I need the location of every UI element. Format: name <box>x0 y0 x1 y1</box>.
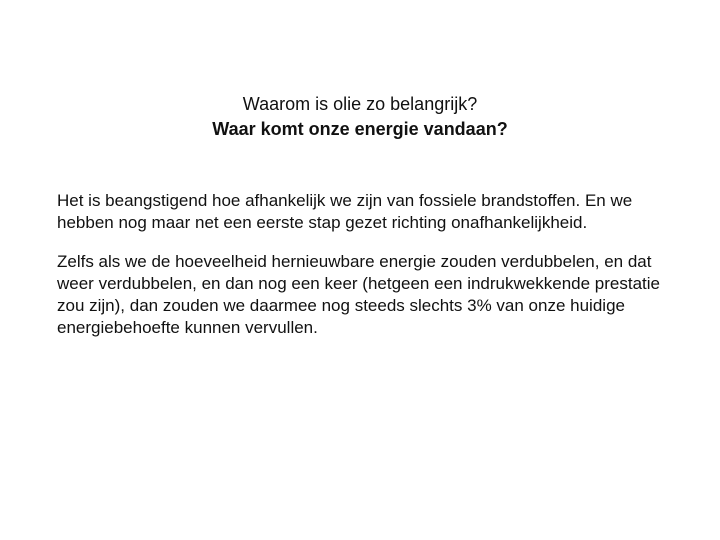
title-question: Waarom is olie zo belangrijk? <box>242 94 478 114</box>
slide-title <box>0 92 720 142</box>
slide-body <box>57 190 677 356</box>
body-paragraph-1: Het is beangstigend hoe afhankelijk we zijn van fossiele brandstoffen. En we hebben nog maar net een eerste stap gezet richting onafhankelijkheid. <box>57 191 633 232</box>
body-paragraph-2: Zelfs als we de hoeveelheid hernieuwbare energie zouden verdubbelen, en dat weer verdubbelen, en dan nog een keer (hetgeen een indrukwekkende prestatie zou zijn), dan zouden we daarmee nog steeds slechts 3% van onze huidige energiebehoefte kunnen vervullen. <box>57 252 660 337</box>
title-subquestion: Waar komt onze energie vandaan? <box>212 119 508 139</box>
